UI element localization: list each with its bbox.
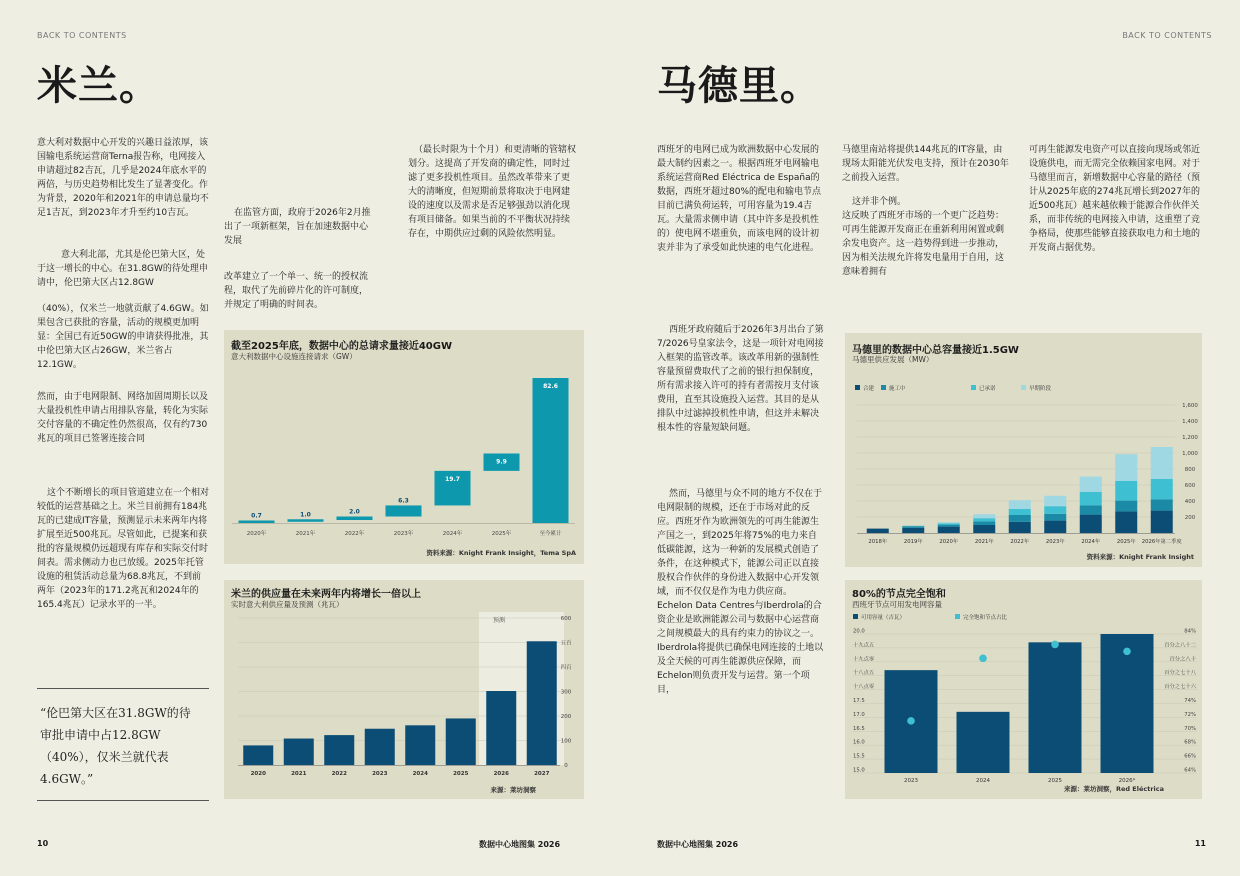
chart-subtitle: 意大利数据中心设施连接请求（GW）	[231, 352, 357, 361]
data-label: 19.7	[445, 475, 460, 483]
y-right-tick-label: 百分之八十	[1169, 656, 1196, 663]
chart-point	[979, 655, 987, 663]
chart-bar-segment	[1009, 515, 1031, 522]
y-left-tick-label: 十八点零	[853, 684, 875, 691]
chart-bar-segment	[1115, 481, 1137, 501]
forecast-label: 预测	[493, 617, 506, 624]
x-tick-label: 2026年第二季度	[1141, 539, 1182, 545]
y-left-tick-label: 16.0	[853, 739, 865, 746]
chart-point	[1123, 648, 1131, 656]
y-right-tick-label: 70%	[1184, 725, 1196, 732]
y-left-tick-label: 15.5	[853, 753, 865, 760]
x-tick-label: 2024年	[442, 531, 463, 537]
y-right-tick-label: 百分之七十六	[1164, 684, 1196, 691]
paragraph: 然而，由于电网限制、网络加固周期长以及大量投机性申请占用排队容量，转化为实际交付容量的不确定性仍然很高，仅有约730兆瓦的项目已签署连接合同	[37, 392, 209, 444]
paragraph: 改革建立了一个单一、统一的授权流程，取代了先前碎片化的许可制度，并规定了明确的时间表。	[224, 272, 369, 310]
chart-bar-segment	[1115, 454, 1137, 481]
chart-bar-segment	[938, 525, 960, 527]
x-tick-label: 2021年	[974, 539, 994, 545]
y-left-tick-label: 20.0	[853, 628, 865, 635]
chart-bar-segment	[973, 514, 995, 518]
y-right-tick-label: 66%	[1184, 753, 1196, 760]
back-to-contents-link-right[interactable]: BACK TO CONTENTS	[1122, 31, 1212, 40]
x-tick-label: 2020年	[246, 531, 267, 537]
chart-bar	[324, 735, 354, 765]
y-left-tick-label: 15.0	[853, 767, 865, 774]
y-tick-label: 100	[560, 738, 572, 745]
y-tick-label: 1,400	[1182, 419, 1198, 425]
legend-label: 已承诺	[979, 386, 996, 392]
quote-top-rule	[37, 688, 209, 689]
chart-point	[1051, 641, 1059, 649]
chart-source: 来源：莱坊洞察	[490, 786, 536, 794]
chart-bar-segment	[1009, 500, 1031, 509]
paragraph: 西班牙的电网已成为欧洲数据中心发展的最大制约因素之一。根据西班牙电网输电系统运营商Red Eléctrica de España的数据，西班牙超过80%的配电和输电节点目前已满负荷运转，可用容量为19.4吉瓦。大量需求侧申请（其中许多是投机性的）使电网不堪重负，而该电网的设计初衷并非为了承受如此快速的电气化进程。	[657, 145, 822, 253]
data-label: 82.6	[543, 383, 558, 390]
right-col2-text	[842, 143, 1010, 279]
paragraph: 在监管方面，政府于2026年2月推出了一项新框架，旨在加速数据中心发展	[224, 208, 371, 246]
right-col3-text	[1029, 143, 1201, 255]
x-tick-label: 2025	[1048, 778, 1062, 784]
paragraph: 可再生能源发电资产可以直接向现场或邻近设施供电，而无需完全依赖国家电网。对于马德里而言，新增数据中心容量的路径（预计从2025年底的274兆瓦增长到2027年的近500兆瓦）越来越依赖于能源合作伙伴关系，而非传统的电网接入申请，这重塑了竞争格局，使那些能够直接获取电力和土地的开发商占据优势。	[1029, 145, 1201, 253]
x-tick-label: 2025年	[491, 531, 512, 537]
legend-swatch	[1021, 385, 1026, 390]
chart-subtitle: 西班牙节点可用发电网容量	[852, 600, 942, 609]
chart-bar-segment	[1009, 509, 1031, 515]
x-tick-label: 2023年	[1045, 539, 1065, 545]
paragraph: 这个不断增长的项目管道建立在一个相对较低的运营基础之上。米兰目前拥有184兆瓦的已建成IT容量，预测显示未来两年内将扩展至近500兆瓦。尽管如此，已提案和获批的容量规模仍远超现有库存和实际交付时间表。需求侧动力也已放缓。2025年托管设施的租赁活动总量为68.8兆瓦，不到前两年（2023年的171.2兆瓦和2024年的165.4兆瓦）记录水平的一半。	[37, 488, 210, 610]
chart-title: 80%的节点完全饱和	[852, 589, 946, 600]
x-tick-label: 2019年	[903, 539, 923, 545]
y-left-tick-label: 十九点五	[853, 642, 875, 649]
chart-bar	[446, 718, 476, 765]
chart-bar-segment	[902, 528, 924, 533]
x-tick-label: 2023	[372, 771, 388, 777]
x-tick-label: 2024	[412, 771, 428, 777]
chart-bar-segment	[1151, 447, 1173, 479]
y-tick-label: 200	[560, 714, 572, 720]
y-tick-label: 400	[1184, 499, 1196, 505]
paragraph: 这并非个例。	[852, 197, 907, 207]
y-left-tick-label: 16.5	[853, 725, 865, 732]
legend-label: 合建	[863, 386, 875, 392]
chart-bar-segment	[867, 529, 889, 533]
chart-bar	[533, 378, 569, 523]
paragraph: 马德里南站将提供144兆瓦的IT容量，由现场太阳能光伏发电支持，预计在2030年之前投入运营。	[842, 145, 1009, 183]
data-label: 9.9	[496, 458, 507, 466]
chart-bar	[405, 725, 435, 765]
x-tick-label: 2020年	[939, 539, 959, 545]
data-label: 6.3	[398, 497, 409, 505]
data-label: 2.0	[349, 508, 360, 516]
chart-bar-segment	[1044, 514, 1066, 521]
x-tick-label: 2022年	[344, 531, 365, 537]
y-left-tick-label: 17.5	[853, 698, 865, 704]
paragraph: （最长时限为十个月）和更清晰的管辖权划分。这提高了开发商的确定性，同时过滤了更多投机性项目。虽然改革带来了更大的清晰度，但短期前景将取决于电网建设的速度以及需求是否足够强劲以消化现有项目储备。如果当前的不平衡状况持续存在，中期供应过剩的风险依然明显。	[408, 145, 577, 239]
chart-bar-segment	[1080, 515, 1102, 533]
x-tick-label: 2023年	[393, 531, 414, 537]
legend-swatch	[855, 385, 860, 390]
y-tick-label: 600	[1184, 483, 1196, 489]
y-tick-label: 1,600	[1182, 403, 1198, 409]
chart-bar-segment	[1044, 496, 1066, 506]
chart-source: 资料来源：Knight Frank Insight，Tema SpA	[426, 549, 576, 557]
x-tick-label: 2021年	[295, 531, 316, 537]
chart-bar-segment	[1044, 521, 1066, 533]
x-tick-label: 2022年	[1010, 539, 1030, 545]
chart-milan-supply-svg	[224, 580, 584, 799]
legend-swatch	[853, 614, 858, 619]
chart-nodes-svg	[845, 580, 1202, 799]
legend-label: 完全饱和节点占比	[963, 615, 1008, 621]
legend-swatch	[955, 614, 960, 619]
x-tick-label: 2024	[976, 778, 990, 784]
chart-requests-panel	[224, 330, 584, 564]
paragraph: （40%），仅米兰一地就贡献了4.6GW。如果包含已获批的容量，活动的规模更加明显：全国已有近50GW的申请获得批准，其中伦巴第大区占26GW，米兰省占12.1GW。	[37, 304, 209, 370]
chart-bar-segment	[1115, 511, 1137, 533]
chart-bar-segment	[1080, 477, 1102, 492]
data-label: 0.7	[251, 512, 262, 520]
x-tick-label: 2021	[291, 771, 307, 777]
legend-swatch	[881, 385, 886, 390]
chart-bar	[337, 517, 373, 521]
y-right-tick-label: 百分之八十二	[1164, 642, 1196, 649]
chart-bar-segment	[1009, 522, 1031, 533]
chart-title: 米兰的供应量在未来两年内将增长一倍以上	[231, 589, 421, 600]
chart-bar	[288, 519, 324, 522]
y-tick-label: 1,200	[1182, 435, 1198, 441]
footer-title-right: 数据中心地图集 2026	[657, 840, 739, 849]
y-right-tick-label: 74%	[1184, 698, 1196, 704]
chart-subtitle: 马德里供应发展（MW）	[852, 355, 934, 364]
chart-bar-segment	[938, 527, 960, 533]
y-tick-label: 四百	[560, 665, 572, 671]
chart-source: 来源：莱坊洞察，Red Eléctrica	[1063, 785, 1164, 793]
y-left-tick-label: 17.0	[853, 711, 865, 718]
chart-bar-segment	[1044, 506, 1066, 514]
y-right-tick-label: 84%	[1184, 628, 1196, 635]
chart-madrid-supply-panel	[845, 333, 1202, 567]
chart-title: 截至2025年底，数据中心的总请求量接近40GW	[231, 341, 452, 352]
chart-source: 资料来源：Knight Frank Insight	[1086, 553, 1194, 561]
chart-bar	[239, 521, 275, 524]
chart-bar-segment	[1151, 499, 1173, 510]
x-tick-label: 2023	[904, 778, 918, 784]
footer-title-left: 数据中心地图集 2026	[479, 840, 561, 849]
x-tick-label: 2027	[534, 771, 550, 777]
chart-bar	[284, 739, 314, 765]
x-tick-label: 2026	[493, 771, 509, 777]
chart-bar	[365, 729, 395, 765]
paragraph: 这反映了西班牙市场的一个更广泛趋势：可再生能源开发商正在重新利用闲置或剩余发电资产。这一趋势得到进一步推动，因为相关法规允许将发电量用于自用，这意味着拥有	[842, 211, 1005, 277]
chart-bar-segment	[973, 521, 995, 525]
x-tick-label: 至今累计	[539, 531, 562, 537]
chart-bar	[243, 745, 273, 765]
chart-bar-segment	[1080, 505, 1102, 514]
paragraph: 意大利北部，尤其是伦巴第大区，处于这一增长的中心。在31.8GW的待处理申请中，伦巴第大区占12.8GW	[37, 250, 208, 288]
pull-quote: “伦巴第大区在31.8GW的待审批申请中占12.8GW（40%），仅米兰就代表4.6GW。”	[40, 706, 191, 786]
y-left-tick-label: 十八点五	[853, 670, 875, 677]
legend-swatch	[971, 385, 976, 390]
data-label: 1.0	[300, 511, 311, 519]
y-tick-label: 800	[1184, 467, 1196, 473]
right-col1-text	[657, 143, 825, 697]
y-right-tick-label: 68%	[1184, 739, 1196, 746]
page-number-left: 10	[37, 839, 49, 848]
chart-bar-segment	[1115, 501, 1137, 512]
page-number-right: 11	[1194, 839, 1206, 848]
paragraph: 然而，马德里与众不同的地方不仅在于电网限制的规模，还在于市场对此的反应。西班牙作为欧洲领先的可再生能源生产国之一，到2025年将75%的电力来自低碳能源，这为一种新的发展模式创造了条件，在这种模式下，能源公司正以直接股权合作伙伴的身份进入数据中心开发领域，而不仅仅是作为电力供应商。Echelon Data Centres与Iberdrola的合资企业是欧洲能源公司与数据中心运营商之间规模最大的具有约束力的协议之一。Iberdrola将提供已确保电网连接的土地以及全天候的可再生能源供应保障，而Echelon则负责开发与运营。第一个项目，	[657, 489, 824, 695]
chart-bar-segment	[902, 526, 924, 528]
chart-bar	[1029, 642, 1082, 773]
y-right-tick-label: 百分之七十八	[1164, 670, 1196, 677]
y-right-tick-label: 64%	[1184, 767, 1196, 774]
chart-bar-segment	[1151, 511, 1173, 533]
chart-nodes-panel	[845, 580, 1202, 799]
quote-bottom-rule	[37, 800, 209, 801]
chart-bar	[386, 505, 422, 516]
chart-subtitle: 实时意大利供应量及预测（兆瓦）	[231, 600, 344, 609]
chart-bar-segment	[1080, 492, 1102, 506]
legend-label: 早期阶段	[1029, 386, 1052, 392]
chart-requests-svg	[224, 330, 584, 564]
chart-bar	[957, 712, 1010, 773]
x-tick-label: 2025年	[1116, 539, 1136, 545]
page-title-madrid: 马德里。	[657, 63, 821, 109]
y-tick-label: 300	[560, 689, 572, 696]
chart-madrid-supply-svg	[845, 333, 1202, 567]
legend-label: 施工中	[889, 386, 906, 392]
y-tick-label: 200	[1184, 515, 1196, 521]
y-tick-label: 600	[560, 616, 572, 622]
chart-bar-segment	[973, 518, 995, 521]
x-tick-label: 2026*	[1118, 778, 1136, 784]
left-col2-text	[224, 206, 374, 312]
chart-bar	[486, 691, 516, 765]
left-col1-text	[37, 136, 209, 612]
chart-bar-segment	[938, 523, 960, 524]
legend-label: 可用容量（吉瓦）	[861, 615, 906, 621]
chart-point	[907, 717, 915, 725]
x-tick-label: 2022	[331, 771, 347, 777]
y-left-tick-label: 十九点零	[853, 656, 875, 663]
x-tick-label: 2020	[250, 771, 266, 777]
y-tick-label: 1,000	[1182, 451, 1198, 457]
chart-bar-segment	[938, 522, 960, 523]
x-tick-label: 2018年	[868, 539, 888, 545]
chart-bar-segment	[1151, 479, 1173, 499]
chart-bar	[527, 641, 557, 765]
chart-title: 马德里的数据中心总容量接近1.5GW	[852, 345, 1019, 356]
chart-bar-segment	[973, 525, 995, 533]
left-col3-text	[408, 143, 576, 241]
x-tick-label: 2025	[453, 771, 469, 777]
chart-milan-supply-panel	[224, 580, 584, 799]
back-to-contents-link-left[interactable]: BACK TO CONTENTS	[37, 31, 127, 40]
y-tick-label: 五百	[560, 640, 572, 647]
y-right-tick-label: 72%	[1184, 711, 1196, 718]
page-title-milan: 米兰。	[37, 63, 160, 109]
x-tick-label: 2024年	[1081, 539, 1101, 545]
y-tick-label: 0	[564, 763, 568, 769]
paragraph: 意大利对数据中心开发的兴趣日益浓厚，该国输电系统运营商Terna报告称，电网接入申请超过82吉瓦，几乎是2024年底水平的两倍，与历史趋势相比发生了显著变化。作为背景，2020年和2021年的申请总量均不足1吉瓦，到2023年才升至约10吉瓦。	[37, 138, 209, 218]
paragraph: 西班牙政府随后于2026年3月出台了第7/2026号皇家法令，这是一项针对电网接入框架的监管改革。该改革用新的强制性容量预留费取代了之前的银行担保制度，所有需求接入许可的持有者需按月支付该费用，直至其设施投入运营。其目的是从排队中过滤掉投机性申请，但这并未解决根本性的容量短缺问题。	[657, 325, 824, 433]
